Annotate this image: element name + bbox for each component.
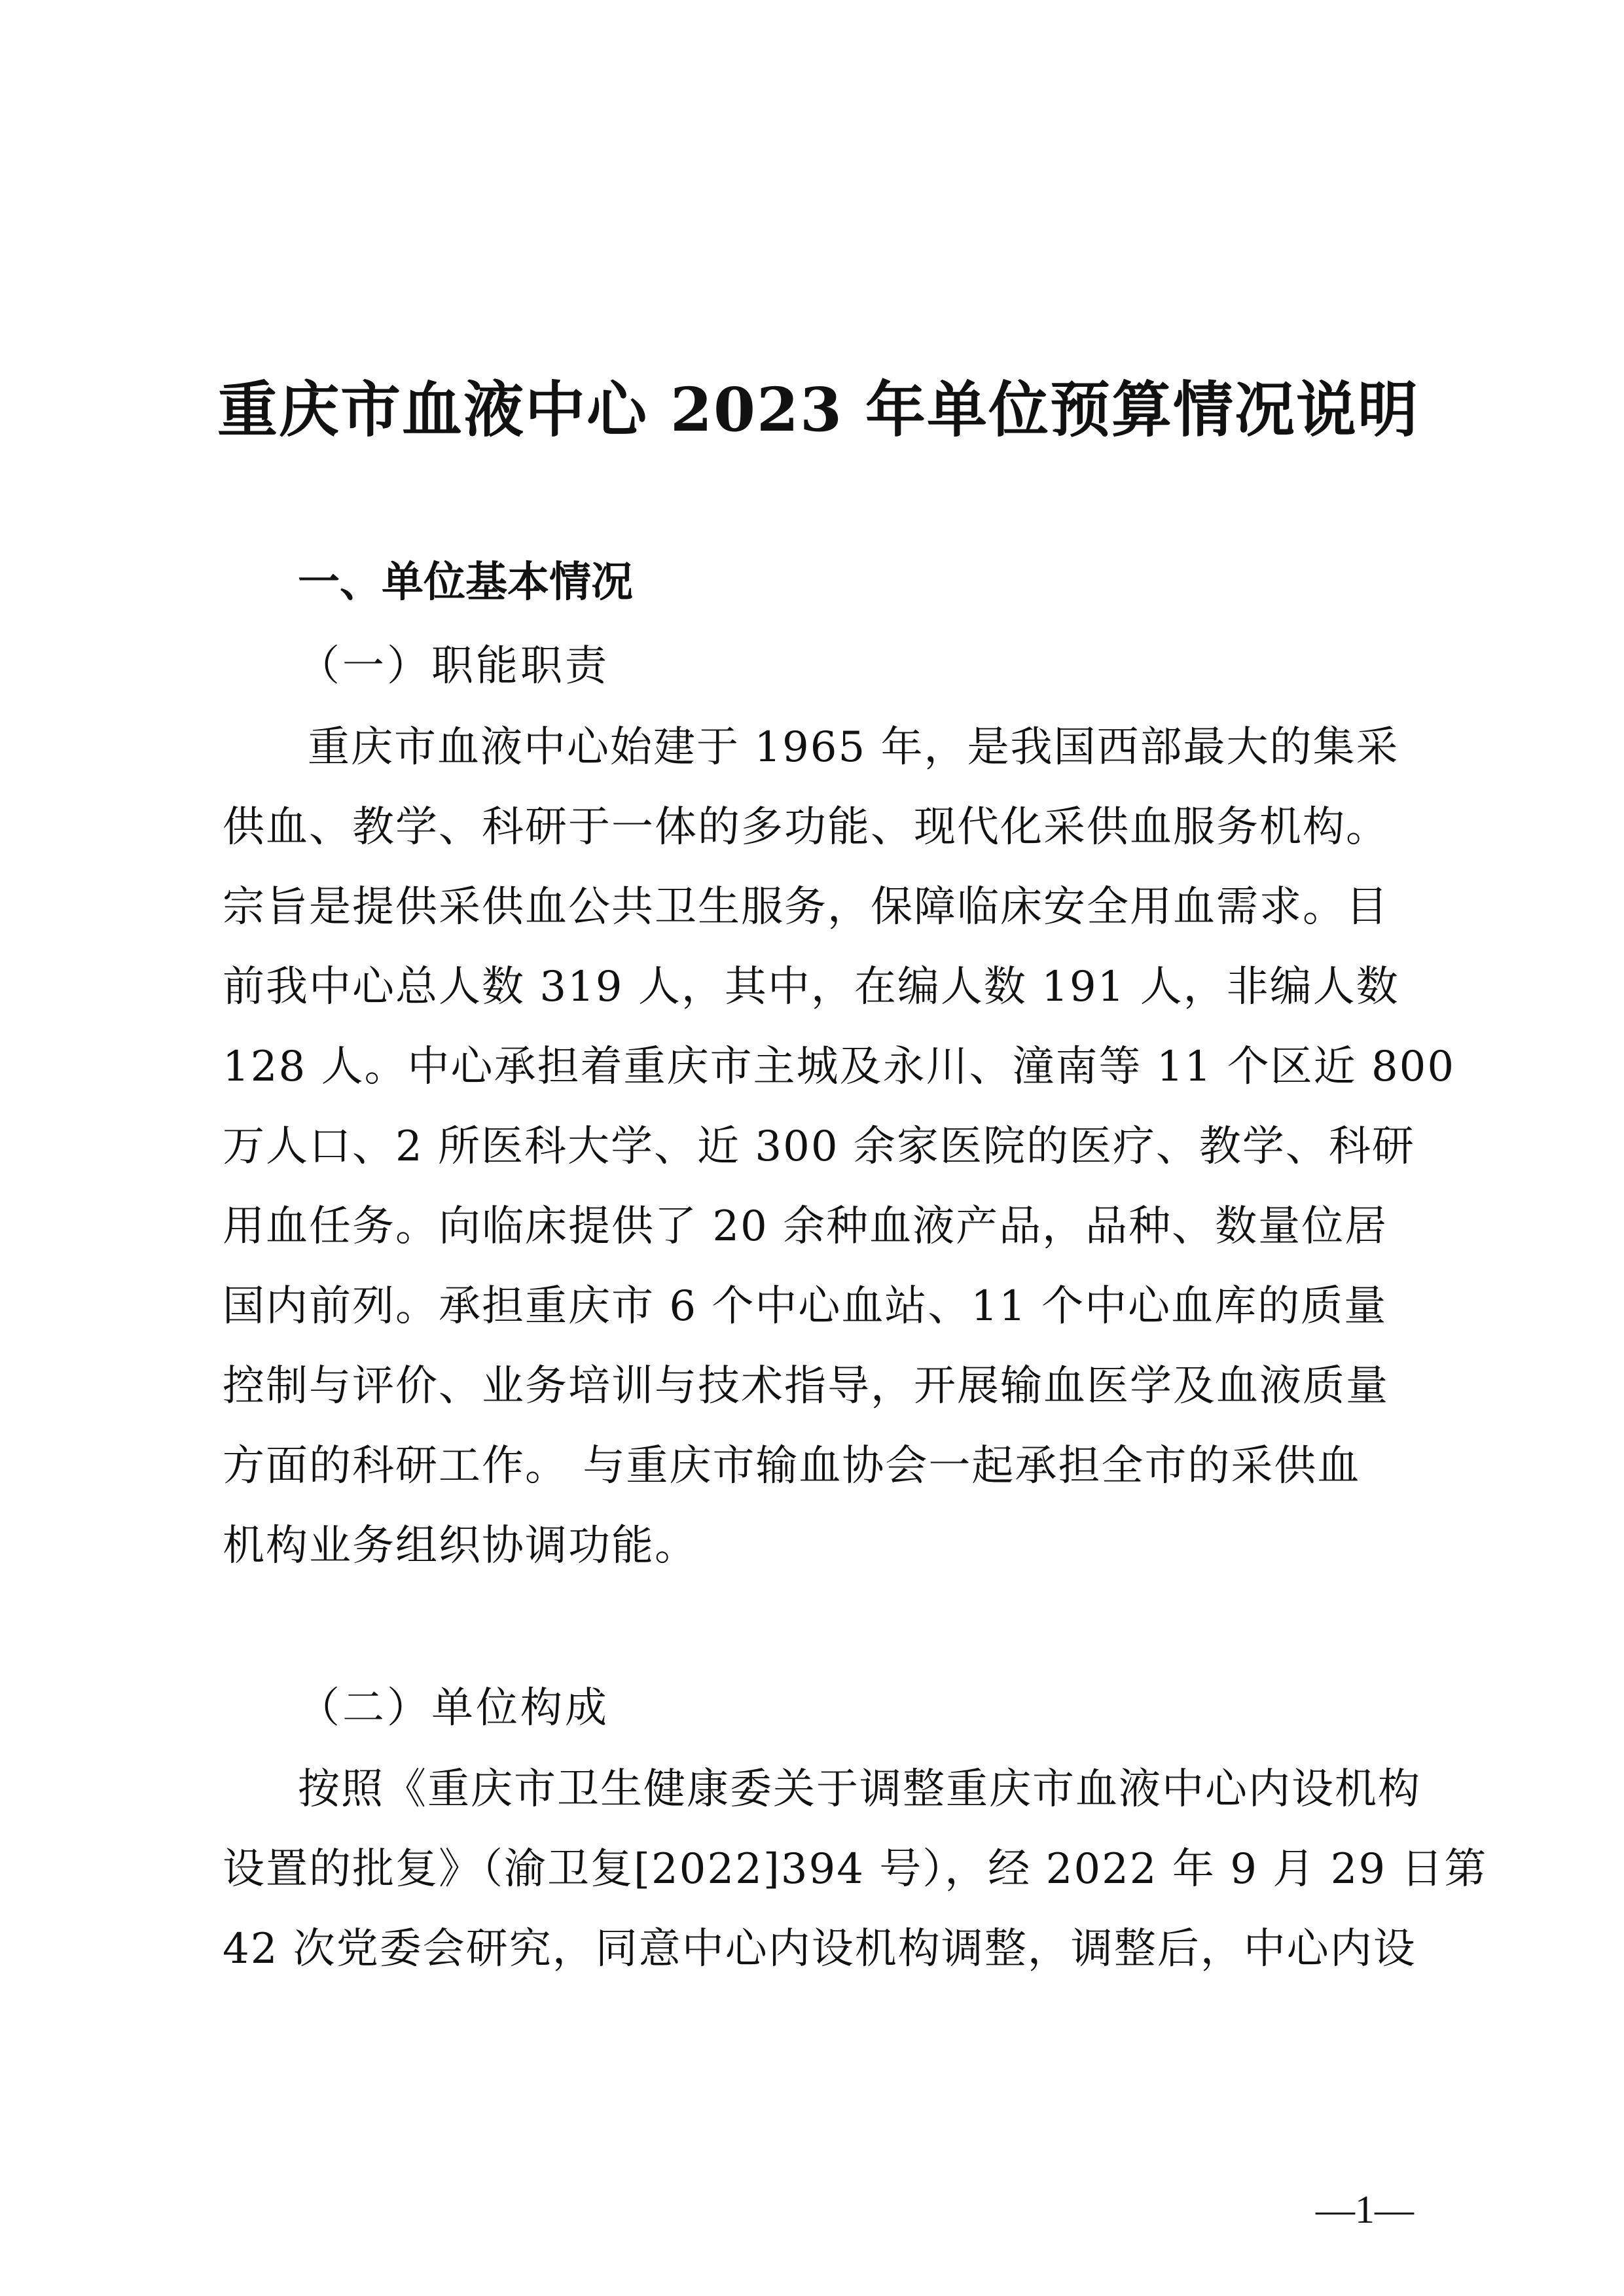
paragraph-line: 42 次党委会研究，同意中心内设机构调整，调整后，中心内设 bbox=[223, 1925, 1416, 1973]
paragraph-line: 方面的科研工作。 与重庆市输血协会一起承担全市的采供血 bbox=[223, 1442, 1361, 1490]
paragraph-line: 重庆市血液中心始建于 1965 年，是我国西部最大的集采 bbox=[308, 723, 1399, 772]
subsection-heading-functions: （一）职能职责 bbox=[298, 642, 609, 691]
paragraph-line: 万人口、2 所医科大学、近 300 余家医院的医疗、教学、科研 bbox=[223, 1122, 1415, 1171]
paragraph-line: 控制与评价、业务培训与技术指导，开展输血医学及血液质量 bbox=[223, 1362, 1389, 1410]
paragraph-line: 128 人。中心承担着重庆市主城及永川、潼南等 11 个区近 800 bbox=[223, 1043, 1456, 1091]
paragraph-line: 按照《重庆市卫生健康委关于调整重庆市血液中心内设机构 bbox=[298, 1765, 1421, 1814]
subsection-heading-composition: （二）单位构成 bbox=[298, 1684, 609, 1732]
paragraph-line: 国内前列。承担重庆市 6 个中心血站、11 个中心血库的质量 bbox=[223, 1282, 1388, 1331]
page-number: —1— bbox=[1316, 2188, 1414, 2231]
paragraph-line: 设置的批复》（渝卫复[2022]394 号），经 2022 年 9 月 29 日第 bbox=[223, 1845, 1488, 1893]
document-title: 重庆市血液中心 2023 年单位预算情况说明 bbox=[217, 374, 1420, 445]
paragraph-line: 用血任务。向临床提供了 20 余种血液产品，品种、数量位居 bbox=[223, 1202, 1388, 1251]
section-heading-basic-info: 一、单位基本情况 bbox=[298, 558, 633, 607]
paragraph-line: 前我中心总人数 319 人，其中，在编人数 191 人，非编人数 bbox=[223, 963, 1399, 1011]
paragraph-line: 机构业务组织协调功能。 bbox=[223, 1522, 698, 1570]
paragraph-line: 供血、教学、科研于一体的多功能、现代化采供血服务机构。 bbox=[223, 803, 1389, 852]
paragraph-line: 宗旨是提供采供血公共卫生服务，保障临床安全用血需求。目 bbox=[223, 883, 1389, 931]
